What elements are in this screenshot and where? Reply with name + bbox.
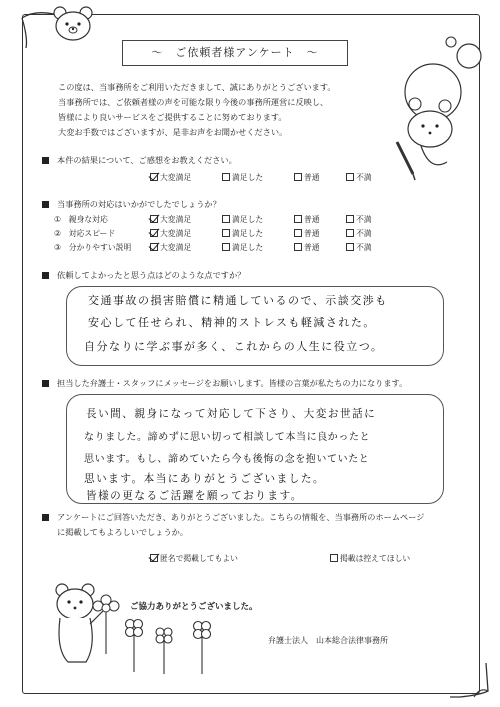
option-q2-1-satisfied[interactable]: 満足した [222, 214, 263, 225]
bullet-icon [42, 514, 49, 521]
option-q2-3-satisfied[interactable]: 満足した [222, 242, 263, 253]
law-firm-name: 弁護士法人 山本総合法律事務所 [268, 636, 388, 645]
bear-with-pencil-illustration [385, 34, 485, 184]
option-q2-2-very-satisfied[interactable]: 大変満足 [150, 228, 191, 239]
option-q1-satisfied[interactable]: 満足した [222, 172, 263, 183]
checkbox-icon[interactable] [346, 243, 354, 251]
checkbox-icon[interactable] [346, 229, 354, 237]
option-q2-3-dissatisfied[interactable]: 不満 [346, 242, 372, 253]
option-q2-1-very-satisfied[interactable]: 大変満足 [150, 214, 191, 225]
question-good-points: 依頼してよかったと思う点はどのような点ですか？ [42, 270, 245, 281]
option-q2-3-normal[interactable]: 普通 [294, 242, 320, 253]
checkbox-icon[interactable] [222, 215, 230, 223]
option-q2-1-dissatisfied[interactable]: 不満 [346, 214, 372, 225]
handwritten-message-line-4: 思います。本当にありがとうございました。 [84, 473, 326, 485]
page-curl-bottom-right [450, 661, 490, 701]
checkbox-checked-icon[interactable] [150, 229, 158, 237]
row-label-clear-explanation: ③ 分かりやすい説明 [54, 243, 132, 252]
option-do-not-publish[interactable]: 掲載は控えてほしい [330, 553, 410, 564]
handwritten-message-line-3: 思います。もし、諦めていたら今も後悔の念を抱いていたと [84, 454, 370, 465]
bullet-icon [42, 380, 49, 387]
checkbox-icon[interactable] [294, 215, 302, 223]
checkbox-icon[interactable] [294, 229, 302, 237]
row-label-response-speed: ② 対応スピード [54, 229, 116, 238]
option-q2-1-normal[interactable]: 普通 [294, 214, 320, 225]
thank-you-message: ご協力ありがとうございました。 [130, 602, 258, 612]
checkbox-icon[interactable] [346, 215, 354, 223]
intro-text: この度は、当事務所をご利用いただきまして、誠にありがとうございます。 当事務所では、ご依頼者様の声を可能な限り今後の事務所運営に反映し、 皆様により良いサービスをご提供することに努めております。 大変お手数ではございますが、是非お声をお聞かせください。 [58, 82, 336, 137]
checkbox-icon[interactable] [222, 173, 230, 181]
bullet-icon [42, 272, 49, 279]
option-q1-dissatisfied[interactable]: 不満 [346, 172, 372, 183]
checkbox-checked-icon[interactable] [150, 215, 158, 223]
checkbox-checked-icon[interactable] [150, 243, 158, 251]
checkbox-checked-icon[interactable] [150, 173, 158, 181]
checkbox-icon[interactable] [294, 243, 302, 251]
bullet-icon [42, 157, 49, 164]
handwritten-answer-good-points-line-3: 自分なりに学ぶ事が多く、これからの人生に役立つ。 [84, 340, 384, 353]
option-q2-2-dissatisfied[interactable]: 不満 [346, 228, 372, 239]
handwritten-message-line-1: 長い間、親身になって対応して下さり、大変お世話に [86, 408, 377, 420]
checkbox-icon[interactable] [222, 229, 230, 237]
handwritten-answer-good-points-line-2: 安心して任せられ、精神的ストレスも軽減された。 [88, 316, 376, 329]
question-result-satisfaction: 本件の結果について、ご感想をお教えください。 [42, 155, 237, 166]
bullet-icon [42, 201, 49, 208]
option-q1-normal[interactable]: 普通 [294, 172, 320, 183]
question-publish-permission-line-2: に掲載してもよろしいでしょうか。 [57, 527, 189, 537]
bear-with-flowers-illustration [34, 580, 234, 680]
option-q2-3-very-satisfied[interactable]: 大変満足 [150, 242, 191, 253]
handwritten-message-line-2: なりました。諦めずに思い切って相談して本当に良かったと [84, 432, 371, 443]
bear-illustration-top [50, 4, 98, 44]
question-publish-permission: アンケートにご回答いただき、ありがとうございました。こちらの情報を、当事務所のホームページ [42, 512, 424, 523]
option-publish-anonymous[interactable]: 匿名で掲載してもよい [150, 553, 238, 564]
question-office-response: 当事務所の対応はいかがでしたでしょうか？ [42, 199, 221, 210]
handwritten-message-line-5: 皆様の更なるご活躍を願っております。 [86, 490, 303, 502]
option-q2-2-satisfied[interactable]: 満足した [222, 228, 263, 239]
checkbox-checked-icon[interactable] [150, 554, 158, 562]
handwritten-answer-good-points-line-1: 交通事故の損害賠償に精通しているので、示談交渉も [88, 294, 388, 307]
checkbox-icon[interactable] [294, 173, 302, 181]
option-q1-very-satisfied[interactable]: 大変満足 [150, 172, 191, 183]
survey-title: ～ ご依頼者様アンケート ～ [122, 40, 348, 66]
row-label-kind-response: ① 親身な対応 [54, 215, 108, 224]
checkbox-icon[interactable] [330, 554, 338, 562]
question-message-to-staff: 担当した弁護士・スタッフにメッセージをお願いします。皆様の言葉が私たちの力になります。 [42, 378, 407, 389]
option-q2-2-normal[interactable]: 普通 [294, 228, 320, 239]
checkbox-icon[interactable] [222, 243, 230, 251]
checkbox-icon[interactable] [346, 173, 354, 181]
